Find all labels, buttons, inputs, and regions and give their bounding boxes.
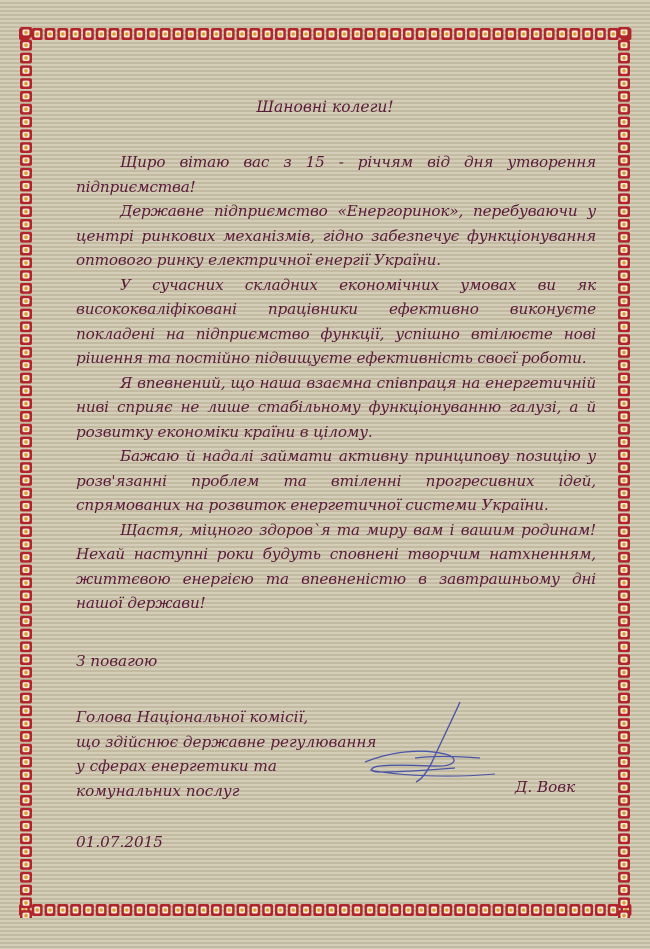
paragraph-4: Я впевнений, що наша взаємна співпраця на енергетичній ниві сприяє не лише стабільному функціонуванню галузі, а й розвитку економіки країни в цілому. bbox=[76, 373, 596, 441]
paragraph-5: Бажаю й надалі займати активну принципову позицію у розв'язанні проблем та втіленні прогресивних ідей, спрямованих на розвиток енергетичної системи України. bbox=[76, 447, 596, 514]
paragraph-2: Державне підприємство «Енергоринок», перебуваючи у центрі ринкових механізмів, гідно забезпечує функціонування оптового ринку електричної енергії України. bbox=[76, 202, 596, 269]
regards: З повагою bbox=[76, 652, 158, 670]
signatory-name: Д. Вовк bbox=[515, 778, 576, 796]
position-line-4: комунальних послуг bbox=[76, 781, 240, 800]
ornament-border-top bbox=[18, 26, 632, 42]
position-line-1: Голова Національної комісії, bbox=[76, 708, 309, 726]
salutation: Шановні колеги! bbox=[256, 98, 394, 116]
ornament-border-left bbox=[18, 26, 34, 918]
handwritten-signature bbox=[360, 700, 500, 790]
paragraph-3: У сучасних складних економічних умовах ви як висококваліфіковані працівники ефективно виконуєте покладені на підприємство функції, успішно втілюєте нові рішення та постійно підвищуєте ефективність своєї роботи. bbox=[76, 275, 596, 367]
position-line-2: що здійснює державне регулювання bbox=[76, 732, 377, 751]
ornament-border-right bbox=[616, 26, 632, 918]
letter-date: 01.07.2015 bbox=[76, 833, 163, 851]
letter-body bbox=[76, 150, 596, 616]
position-line-3: у сферах енергетики та bbox=[76, 757, 277, 775]
position-block bbox=[76, 705, 376, 803]
paragraph-6: Щастя, міцного здоров`я та миру вам і вашим родинам! Нехай наступні роки будуть сповнені творчим натхненням, життєвою енергією та впевненістю в завтрашньому дні нашої держави! bbox=[76, 520, 596, 612]
ornament-border-bottom bbox=[18, 902, 632, 918]
paragraph-1: Щиро вітаю вас з 15 - річчям від дня утворення підприємства! bbox=[76, 153, 596, 196]
